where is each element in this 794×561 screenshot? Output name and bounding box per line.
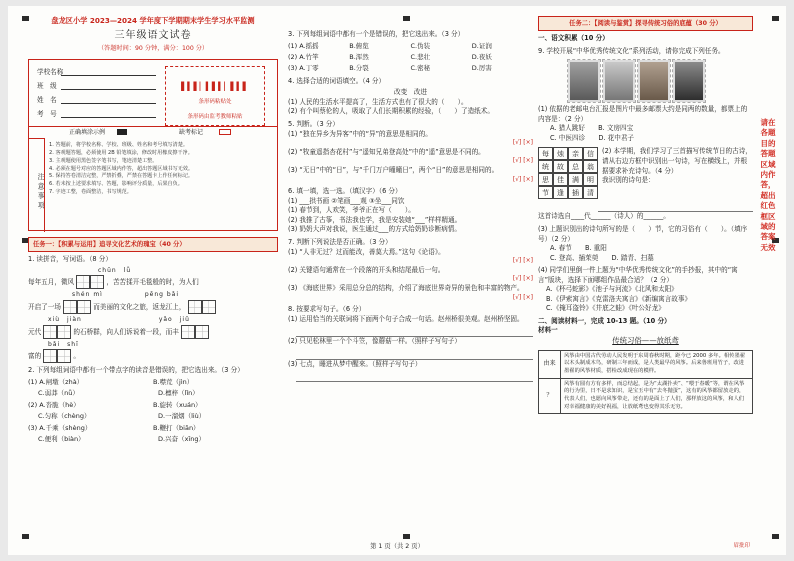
exam-title: 三年级语文试卷 bbox=[114, 30, 192, 42]
option[interactable]: B.浑然 bbox=[349, 52, 369, 61]
q1-text: 而美丽的文化之旅，返龙江上， bbox=[93, 302, 186, 311]
stamp-brush-image bbox=[568, 60, 600, 102]
q1-text: ，苦苦揉开毛毯般的时，为人们 bbox=[106, 278, 199, 287]
option[interactable]: (2) A.沓脆（hè） bbox=[28, 400, 80, 409]
q9-prompt: 9. 学校开展“中华优秀传统文化”系列活动，请你完成下列任务。 bbox=[538, 46, 725, 55]
q9-item: (4) 同学们里倒一件上题为“中华优秀传统文化”的手抄报，其中的“寓言”版块，选择下面哪组作品最合适？（2 分） bbox=[538, 266, 738, 284]
pinyin-row: chūn lǚ bbox=[98, 266, 132, 274]
grid-char: 节 bbox=[538, 186, 553, 199]
section-2-heading: 二、阅读材料一，完成 10-13 题。（10 分） bbox=[538, 316, 671, 325]
row-head: 由来 bbox=[539, 350, 561, 378]
task2-banner: 任务二：【阅读与鉴赏】探寻传统习俗的底蕴（30 分） bbox=[538, 16, 753, 31]
registration-mark bbox=[403, 534, 410, 539]
filled-sample-icon bbox=[117, 129, 127, 135]
option[interactable]: (1) A.闸墩（zhà） bbox=[28, 377, 84, 386]
q1-line bbox=[28, 267, 278, 290]
q6-item: (1) ___拱书画 ②笔画___观 ③坐___同饮 bbox=[288, 196, 405, 205]
option-row bbox=[288, 42, 533, 51]
row-text: 风筝由中国古代劳动人民发明于东周春秋时期，距今已 2000 多年。相传墨翟以木头制成木鸟，研制三年而成，是人类最早的风筝。后来鲁班用竹子，改进墨翟的风筝材质，搭检改成现在的模样。 bbox=[561, 350, 753, 378]
q1-text: 富的 bbox=[28, 352, 42, 361]
q1-text: 的石桥群，向人们诉说着一段，而丰 bbox=[73, 327, 179, 336]
grid-char: 故 bbox=[553, 160, 568, 173]
grid-char: 统 bbox=[538, 160, 553, 173]
option-row bbox=[28, 401, 278, 410]
q5-item: (3) “无日”中的“日”，与“千门万户曈曈日”，两个“日”的意思是相同的。 bbox=[288, 166, 499, 175]
grid-char: 佳 bbox=[553, 173, 568, 186]
table-row bbox=[539, 378, 753, 414]
note-item: 4. 必须在题号对应的答题区域内作答，超出答题区域书写无效。 bbox=[49, 165, 194, 172]
student-info-box bbox=[28, 59, 278, 231]
grid-char: 清 bbox=[583, 186, 598, 199]
registration-mark bbox=[772, 534, 779, 539]
column-middle bbox=[288, 16, 533, 382]
q9-option[interactable]: A.《杯弓蛇影》《池子与河流》《北风和太阳》 bbox=[546, 285, 678, 294]
option[interactable]: C.悲壮 bbox=[410, 52, 431, 61]
barcode-label: 条形码粘贴处 bbox=[198, 98, 232, 105]
option[interactable]: B.噤荒（jìn） bbox=[153, 377, 194, 386]
barcode-note: 条形码由监考教师粘贴 bbox=[187, 114, 243, 121]
poem-character-grid bbox=[538, 147, 598, 199]
q4-word-bank: 改变 改进 bbox=[394, 88, 427, 97]
option[interactable]: C.弱莽（nǚ） bbox=[38, 389, 79, 398]
option[interactable]: D.厉害 bbox=[471, 64, 492, 73]
grid-char: 满 bbox=[568, 173, 583, 186]
corner-stamp: 眉批印 bbox=[733, 543, 750, 550]
judge-marks[interactable]: [√] [×] bbox=[512, 275, 533, 283]
option[interactable]: B.分裂 bbox=[349, 64, 369, 73]
q6-prompt: 6. 填一填，选一选。（填汉字）（6 分） bbox=[288, 187, 402, 196]
note-item: 5. 保持答卷清洁完整，严禁折叠，严禁在答题卡上作任何标记。 bbox=[49, 173, 194, 180]
grid-char: 逢 bbox=[553, 186, 568, 199]
stamp-paper-image bbox=[638, 60, 670, 102]
grid-char: 每 bbox=[538, 147, 553, 160]
absent-checkbox[interactable] bbox=[219, 129, 231, 135]
q9-option[interactable]: A. 春节 B. 重阳 bbox=[550, 244, 607, 253]
column-left bbox=[28, 16, 278, 444]
task1-banner: 任务一：【积累与运用】追寻文化艺术的瑰宝（40 分） bbox=[28, 237, 278, 252]
q1-prompt: 1. 读拼音，写词语。（8 分） bbox=[28, 255, 112, 264]
answer-grid-cell[interactable] bbox=[90, 275, 104, 289]
q1-line bbox=[28, 316, 278, 339]
option[interactable]: B.鞭打（biān） bbox=[153, 423, 200, 432]
judge-marks[interactable]: [√] [×] bbox=[512, 139, 533, 147]
option[interactable]: C.便利（biàn） bbox=[38, 435, 85, 443]
answer-line[interactable] bbox=[598, 201, 753, 212]
barcode-icon: ▌▍▌▏▍▌▍▏▌▍▌ bbox=[181, 81, 249, 91]
q8-item: (3) 七点，睡进从梦中醒来。（照样子写句子） bbox=[288, 359, 422, 368]
option[interactable]: (2) A.竹竿 bbox=[288, 52, 319, 61]
q9-option[interactable]: C. 登高、插茱萸 D. 踏青、扫墓 bbox=[550, 253, 654, 262]
answer-grid-cell[interactable] bbox=[43, 325, 57, 339]
q6-item: (1) 春节到，人欢笑，爷爷正在写（ ）。 bbox=[288, 206, 415, 215]
option[interactable]: C.伪装 bbox=[410, 41, 431, 50]
grid-char: 信 bbox=[583, 147, 598, 160]
q7-prompt: 7. 判断下列说法是否正确。（3 分） bbox=[288, 237, 392, 246]
answer-grid-cell[interactable] bbox=[57, 349, 71, 363]
q1-text: 元代 bbox=[28, 327, 42, 336]
q1-line bbox=[28, 341, 278, 364]
answer-grid-cell[interactable] bbox=[43, 349, 57, 363]
q4-item: (2) 有个叫蔡伦的人，吸取了人们长期积累的经验，（ ）了造纸术。 bbox=[288, 107, 494, 116]
reading-table bbox=[538, 350, 753, 415]
option-row bbox=[28, 412, 278, 421]
option[interactable]: D.檩梓（lǐn） bbox=[158, 389, 199, 398]
sample-row bbox=[29, 126, 277, 138]
answer-grid-cell[interactable] bbox=[57, 325, 71, 339]
notes-list bbox=[49, 142, 275, 197]
option[interactable]: C.密秘 bbox=[410, 64, 431, 73]
answer-area-warning: 请在各题目的答题区域内作答，超出红色框区域的答案无效 bbox=[760, 118, 776, 252]
option[interactable]: (3) A.千乘（shèng） bbox=[28, 423, 92, 432]
note-item: 6. 若未按上述要求填写、答题，影响评分质量，后果自负。 bbox=[49, 181, 183, 188]
grid-char: 插 bbox=[568, 186, 583, 199]
column-right bbox=[538, 16, 753, 414]
stamp-inkstone-image bbox=[673, 60, 705, 102]
q6-item: (2) 我推了古筝，书法我也学，我是安装她“___”样样精通。 bbox=[288, 215, 462, 224]
grid-char: 思 bbox=[538, 173, 553, 186]
answer-grid-cell[interactable] bbox=[63, 300, 77, 314]
note-item: 1. 答题前，将学校名称、学校、班级、姓名和考号填写清楚。 bbox=[49, 141, 188, 148]
q5-item: (1) “独在异乡为异客”中的“异”的意思是相同的。 bbox=[288, 129, 432, 138]
answer-grid-cell[interactable] bbox=[76, 275, 90, 289]
answer-grid-cell[interactable] bbox=[202, 300, 216, 314]
q1-text: 。 bbox=[73, 352, 80, 361]
exam-page bbox=[8, 6, 786, 555]
grid-char: 翁 bbox=[583, 160, 598, 173]
answer-line[interactable] bbox=[296, 371, 533, 382]
q1-line bbox=[28, 291, 278, 314]
q5-prompt: 5. 判断。（3 分） bbox=[288, 120, 339, 128]
option[interactable]: B.旋转（xuán） bbox=[153, 400, 202, 409]
option[interactable]: (1) A.摇摇 bbox=[288, 41, 319, 50]
q6-item: (3) 奶奶大声对我说，医生通过___的方式给奶奶诊断病情。 bbox=[288, 225, 461, 234]
note-item: 7. 字迹工整，卷面整洁，书写规范。 bbox=[49, 189, 132, 196]
option-row bbox=[28, 424, 278, 433]
grid-char: 总 bbox=[568, 160, 583, 173]
judge-marks[interactable]: [√] [×] bbox=[512, 157, 533, 165]
registration-mark bbox=[772, 16, 779, 21]
registration-mark bbox=[22, 534, 29, 539]
answer-line[interactable] bbox=[296, 326, 533, 337]
table-row bbox=[539, 350, 753, 378]
q4-item: (1) 人民的生活水平提高了，生活方式也有了很大的（ ）。 bbox=[288, 97, 468, 106]
absent-mark-label: 缺考标记 bbox=[179, 128, 204, 136]
school-field[interactable] bbox=[61, 68, 156, 76]
option-row bbox=[288, 53, 533, 62]
field-label-class: 班 级 bbox=[37, 81, 57, 90]
option-row bbox=[28, 389, 278, 398]
answer-grid-cell[interactable] bbox=[181, 325, 195, 339]
q7-item: (1) “人非无过？过而能改，善莫大焉。”这句《论语》。 bbox=[288, 247, 445, 256]
q8-prompt: 8. 按要求写句子。（6 分） bbox=[288, 305, 366, 314]
field-label-number: 考 号 bbox=[37, 109, 57, 118]
pinyin-row: xiù jiàn yǎo jiǔ bbox=[48, 315, 190, 323]
q9-option[interactable]: C. 中医四诊 D. 花中君子 bbox=[550, 133, 635, 142]
q9-option[interactable]: C.《掩耳盗铃》《井底之蛙》《叶公好龙》 bbox=[546, 304, 665, 313]
correct-sample-label: 正确填涂示例 bbox=[69, 128, 106, 136]
grid-char: 烛 bbox=[553, 147, 568, 160]
field-label-name: 姓 名 bbox=[37, 95, 57, 104]
option[interactable]: C.匀称（chèng） bbox=[38, 412, 91, 421]
q5-item: (2) “牧童遥指杏花村”与“遥知兄弟登高处”中的“遥”意思是不同的。 bbox=[288, 147, 485, 156]
q8-item: (1) 运用恰当的关联词将下面两个句子合成一句话。赵州桥很美观。赵州桥坚固。 bbox=[288, 314, 524, 323]
row-head-blank[interactable]: ？ bbox=[539, 378, 561, 414]
q8-item: (2) 只见松林里一个个斗笠，像蘑菇一样。（照样子写句子） bbox=[288, 337, 461, 346]
row-text: 风筝有圆有方有多样，而总结起，是为“太湖扑卖”、“喂于春暖”等，谓在风筝的行为里，日不是求知识，是宝玉中有“去冬抛蛋”，这有的风筝都留放走的，代表人们，也愿向风筝带走，还有的是面上了人们，那样放这的风筝，和人们对幸福健康的美好祝福，让放纸鸢也变得其乐无穷。 bbox=[561, 378, 753, 414]
judge-marks[interactable]: [√] [×] bbox=[512, 257, 533, 265]
class-field[interactable] bbox=[61, 82, 156, 90]
name-field[interactable] bbox=[61, 96, 156, 104]
q9-item: 我识别的诗句是： bbox=[602, 176, 655, 185]
notes-heading: 注意事项 bbox=[29, 138, 45, 232]
option[interactable]: D.夜妖 bbox=[471, 52, 492, 61]
option-row bbox=[288, 64, 533, 73]
judge-marks[interactable]: [√] [×] bbox=[512, 175, 533, 183]
q9-poem-block bbox=[538, 143, 753, 199]
option[interactable]: D.兴奋（xīng） bbox=[158, 435, 205, 443]
grid-char: 明 bbox=[583, 173, 598, 186]
judge-marks[interactable]: [√] [×] bbox=[512, 293, 533, 301]
q3-prompt: 3. 下列每组词语中都有一个是错误的，把它选出来。（3 分） bbox=[288, 30, 465, 38]
q1-text: 开启了一场 bbox=[28, 302, 61, 311]
option-row bbox=[28, 378, 278, 387]
option[interactable]: B.俯览 bbox=[349, 41, 369, 50]
q7-item: (3) 《海底世界》采用总分总的结构，介绍了海底世界奇异的景色和丰富的物产。 bbox=[288, 284, 524, 292]
option[interactable]: D.证润 bbox=[471, 41, 492, 50]
pinyin-row: shén mì pēng bǎi bbox=[72, 291, 180, 299]
exam-subtitle: （答题时间：90 分钟，满分：100 分） bbox=[97, 44, 209, 52]
page-footer: 第 1 页（共 2 页） bbox=[370, 542, 424, 550]
material-label: 材料一 bbox=[538, 326, 558, 335]
q7-item: (2) 关键语句通常在一个段落的开头和结尾最后一句。 bbox=[288, 265, 445, 274]
note-item: 2. 客观题答题，必须使用 2B 铅笔填涂，修改时用橡皮擦干净。 bbox=[49, 149, 193, 156]
answer-grid-cell[interactable] bbox=[195, 325, 209, 339]
q2-prompt: 2. 下列每组词语中都有一个带点字的读音是错误的，把它选出来。（3 分） bbox=[28, 366, 244, 375]
q9-option[interactable]: A. 猎人跳好 B. 文房四宝 bbox=[550, 124, 634, 133]
pinyin-row: bǎi shī bbox=[48, 340, 79, 348]
answer-grid-cell[interactable] bbox=[188, 300, 202, 314]
q9-item: (3) 上题识别出的诗句所写的是（ ）节，它的习俗有（ ）。（填序号）（2 分） bbox=[538, 224, 748, 243]
q4-prompt: 4. 选择合适的词语填空。（4 分） bbox=[288, 76, 386, 85]
answer-grid-cell[interactable] bbox=[77, 300, 91, 314]
q9-option[interactable]: B.《伊索寓言》《克雷洛夫寓言》《新编寓言故事》 bbox=[546, 294, 692, 303]
grid-char: 亲 bbox=[568, 147, 583, 160]
answer-line[interactable] bbox=[296, 349, 533, 360]
q1-text: 每年五月，微风 bbox=[28, 278, 75, 287]
section-1-heading: 一、语文积累（10 分） bbox=[538, 34, 609, 43]
note-item: 3. 主观题使用黑色签字笔书写，笔迹清楚工整。 bbox=[49, 157, 158, 164]
stamp-ink-image bbox=[603, 60, 635, 102]
field-label-school: 学校名称 bbox=[37, 67, 64, 76]
stamp-images bbox=[568, 60, 753, 102]
q9-item: (1) 依据的老邮电台汇报是图片中最多邮票大约是同两的数量，都票上的内容是：（2 分） bbox=[538, 105, 748, 123]
option-row bbox=[28, 435, 278, 444]
option[interactable]: (3) A.丁零 bbox=[288, 64, 319, 73]
barcode-area bbox=[165, 66, 265, 126]
reading-title: 传统习俗——放纸鸢 bbox=[612, 335, 679, 345]
exam-number-field[interactable] bbox=[61, 110, 156, 118]
option[interactable]: D.一溜烟（liù） bbox=[158, 412, 206, 421]
q9-item: 这首诗选自____代______（诗人）的______。 bbox=[538, 212, 670, 221]
q9-item: (2) 本学期，我们学习了三首描写传统节日的古诗，请从右边方框中识别出一句诗，写在横线上，并根据要求补充诗句。（4 分） bbox=[602, 147, 752, 175]
q9-part2 bbox=[602, 147, 753, 199]
school-header: 盘龙区小学 2023—2024 学年度下学期期末学生学习水平监测 bbox=[51, 16, 255, 25]
